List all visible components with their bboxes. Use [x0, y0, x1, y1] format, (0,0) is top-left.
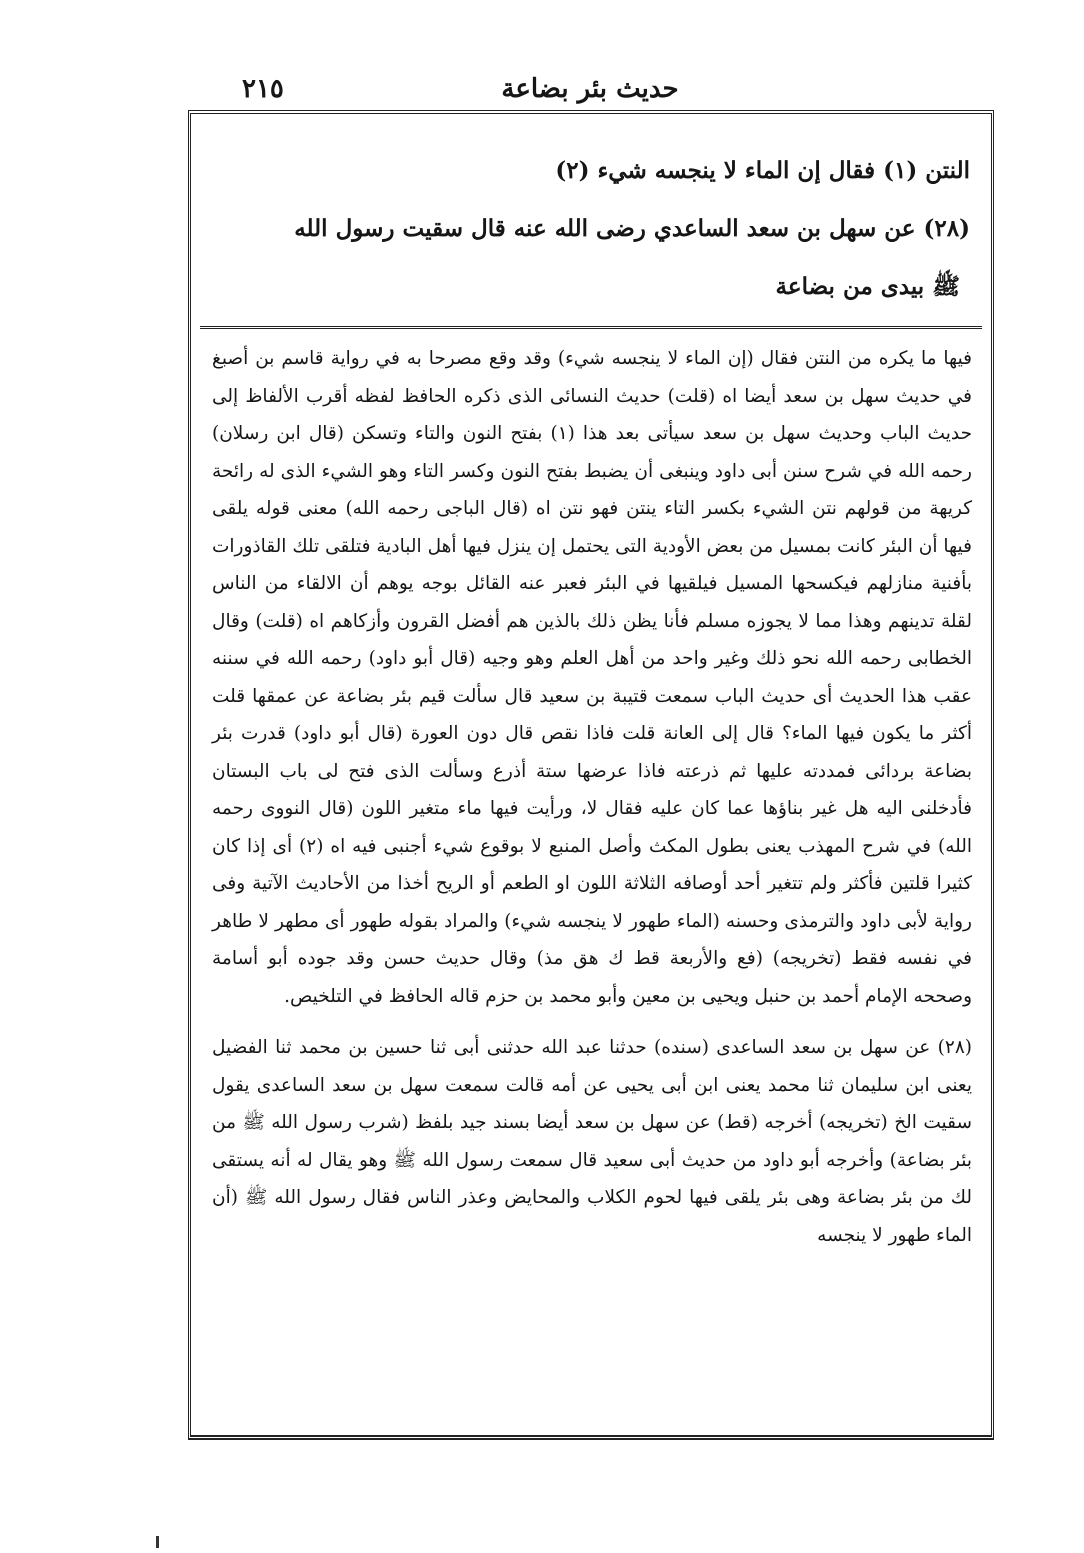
page-header — [190, 70, 990, 110]
matn-line: النتن (١) فقال إن الماء لا ينجسه شيء (٢) — [555, 157, 970, 184]
matn-line: (٢٨) عن سهل بن سعد الساعدي رضى الله عنه قال سقيت رسول الله — [294, 215, 970, 242]
section-divider — [200, 326, 982, 329]
running-title: حديث بئر بضاعة — [501, 74, 679, 104]
matn-section — [210, 140, 970, 320]
commentary-paragraph: فيها ما يكره من النتن فقال (إن الماء لا ينجسه شيء) وقد وقع مصرحا به في رواية قاسم بن أصبغ في حديث سهل بن سعد أيضا اه (قلت) حديث النسائى الذى ذكره الحافظ لفظه أقرب الألفاظ إلى حديث الباب وحديث سهل بن سعد سيأتى بعد هذا (١) بفتح النون والتاء وتسكن (قال ابن رسلان) رحمه الله في شرح سنن أبى داود وينبغى أن يضبط بفتح النون وكسر التاء وهو الشيء الذى له رائحة كريهة من قولهم نتن الشيء بكسر التاء ينتن فهو نتن اه (قال الباجى رحمه الله) معنى قوله يلقى فيها أن البئر كانت بمسيل من بعض الأودية التى يحتمل إن ينزل فيها أهل البادية فتلقى تلك القاذورات بأفنية منازلهم فيكسحها المسيل فيلقيها في البئر فعبر عنه القائل بوجه يوهم أن الالقاء من الناس لقلة تدينهم وهذا مما لا يجوزه مسلم فأنا يظن ذلك بالذين هم أفضل القرون وأزكاهم اه (قلت) وقال الخطابى رحمه الله نحو ذلك وغير واحد من أهل العلم وهو وجيه (قال أبو داود) رحمه الله في سننه عقب هذا الحديث أى حديث الباب سمعت قتيبة بن سعيد قال سألت قيم بئر بضاعة عن عمقها قلت أكثر ما يكون فيها الماء؟ قال إلى العانة قلت فاذا نقص قال دون العورة (قال أبو داود) قدرت بئر بضاعة بردائى فمددته عليها ثم ذرعته فاذا عرضها ستة أذرع وسألت الذى فتح لى باب البستان فأدخلنى اليه هل غير بناؤها عما كان عليه فقال لا، ورأيت فيها ماء متغير اللون (قال النووى رحمه الله) في شرح المهذب يعنى بطول المكث وأصل المنبع لا بوقوع شيء أجنبى فيه اه (٢) أى إذا كان كثيرا قلتين فأكثر ولم تتغير أحد أوصافه الثلاثة اللون او الطعم أو الريح أخذا من الأحاديث الآتية وفى رواية لأبى داود والترمذى وحسنه (الماء طهور لا ينجسه شيء) والمراد بقوله طهور أى مطهر لا طاهر في نفسه فقط (تخريجه) (فع والأربعة قط ك هق مذ) وقال حديث حسن وقد جوده أبو أسامة وصححه الإمام أحمد بن حنبل ويحيى بن معين وأبو محمد بن حزم قاله الحافظ في التلخيص. — [212, 348, 973, 1007]
matn-line: ﷺ بيدى من بضاعة — [775, 273, 960, 300]
page-number: ٢١٥ — [242, 74, 284, 104]
commentary-paragraph: (٢٨) عن سهل بن سعد الساعدى (سنده) حدثنا عبد الله حدثنى أبى ثنا حسين بن محمد ثنا الفضيل يعنى ابن سليمان ثنا محمد يعنى ابن أبى يحيى عن أمه قالت سمعت سهل بن سعد الساعدى يقول سقيت الخ (تخريجه) أخرجه (قط) عن سهل بن سعد أيضا بسند جيد بلفظ (شرب رسول الله ﷺ من بئر بضاعة) وأخرجه أبو داود من حديث أبى سعيد قال سمعت رسول الله ﷺ وهو يقال له أنه يستقى لك من بئر بضاعة وهى بئر يلقى فيها لحوم الكلاب والمحايض وعذر الناس فقال رسول الله ﷺ (أن الماء طهور لا ينجسه — [212, 1037, 972, 1246]
scan-mark — [156, 1536, 159, 1548]
commentary-section — [212, 340, 972, 1430]
